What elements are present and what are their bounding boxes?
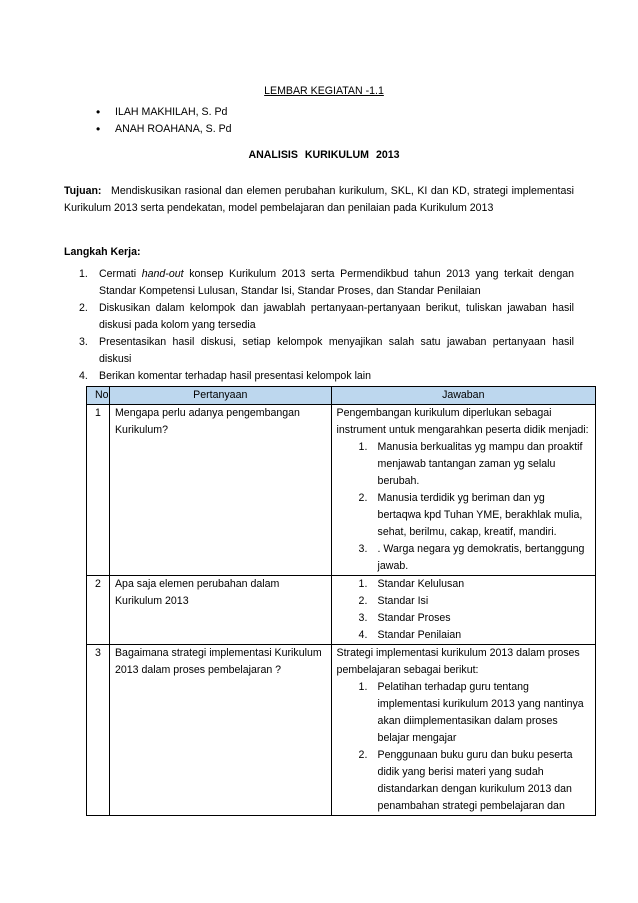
langkah-kerja-label: Langkah Kerja: — [64, 246, 141, 258]
step-item: 3. Presentasikan hasil diskusi, setiap kelompok menyajikan salah satu jawaban pertanyaan hasil diskusi — [79, 336, 574, 365]
answer-cell — [331, 576, 595, 645]
question-cell: Mengapa perlu adanya pengembangan Kurikulum? — [109, 405, 331, 576]
header-no: No — [87, 387, 110, 405]
tujuan-paragraph — [64, 183, 574, 217]
step-number: 1. — [79, 268, 88, 280]
answer-intro: Strategi implementasi kurikulum 2013 dalam proses pembelajaran sebagai berikut: — [336, 647, 580, 676]
answer-item: 4. Standar Penilaian — [358, 629, 462, 641]
qa-table — [86, 386, 596, 816]
question-cell: Apa saja elemen perubahan dalam Kurikulum 2013 — [109, 576, 331, 645]
step-number: 3. — [79, 336, 88, 348]
italic-term: hand-out — [141, 268, 184, 280]
author-list — [96, 104, 232, 138]
answer-cell — [331, 405, 595, 576]
tujuan-text: Mendiskusikan rasional dan elemen perubahan kurikulum, SKL, KI dan KD, strategi implementasi Kurikulum 2013 serta pendekatan, model pembelajaran dan penilaian pada Kurikulum 2013 — [64, 185, 574, 214]
answer-item: 2. Penggunaan buku guru dan buku peserta didik yang berisi materi yang sudah distandarkan dengan kurikulum 2013 dan penambahan strategi pembelajaran dan — [358, 749, 573, 812]
step-item: 1. Cermati hand-out konsep Kurikulum 2013 serta Permendikbud tahun 2013 yang terkait dengan Standar Kompetensi Lulusan, Standar Isi, Standar Proses, dan Standar Penilaian — [79, 268, 574, 297]
answer-item: 3. Standar Proses — [358, 612, 451, 624]
table-header-row — [87, 387, 596, 405]
answer-cell — [331, 645, 595, 816]
step-number: 2. — [79, 302, 88, 314]
tujuan-label: Tujuan: — [64, 185, 102, 197]
answer-list — [337, 679, 590, 815]
step-item: 4. Berikan komentar terhadap hasil presentasi kelompok lain — [79, 368, 574, 385]
answer-item: 1. Manusia berkualitas yg mampu dan proaktif menjawab tantangan zaman yg selalu berubah. — [358, 441, 583, 487]
header-jawaban: Jawaban — [331, 387, 595, 405]
answer-item: 3. . Warga negara yg demokratis, bertanggung jawab. — [358, 543, 585, 572]
header-pertanyaan: Pertanyaan — [109, 387, 331, 405]
question-cell: Bagaimana strategi implementasi Kurikulum 2013 dalam proses pembelajaran ? — [109, 645, 331, 816]
author-item: • ILAH MAKHILAH, S. Pd — [96, 104, 232, 121]
answer-item: 2. Manusia terdidik yg beriman dan yg bertaqwa kpd Tuhan YME, berakhlak mulia, sehat, berilmu, cakap, kreatif, mandiri. — [358, 492, 583, 538]
table-row — [87, 645, 596, 816]
answer-intro: Pengembangan kurikulum diperlukan sebagai instrument untuk mengarahkan peserta didik menjadi: — [336, 407, 589, 436]
page-title: LEMBAR KEGIATAN -1.1 — [264, 85, 384, 97]
row-number: 1 — [87, 405, 110, 576]
row-number: 2 — [87, 576, 110, 645]
row-number: 3 — [87, 645, 110, 816]
answer-list — [337, 576, 590, 644]
step-number: 4. — [79, 370, 88, 382]
answer-list — [337, 439, 590, 575]
table-row — [87, 405, 596, 576]
step-item: 2. Diskusikan dalam kelompok dan jawablah pertanyaan-pertanyaan berikut, tuliskan jawaban hasil diskusi pada kolom yang tersedia — [79, 302, 574, 331]
subtitle: ANALISIS KURIKULUM 2013 — [248, 149, 400, 161]
answer-item: 2. Standar Isi — [358, 595, 429, 607]
author-item: • ANAH ROAHANA, S. Pd — [96, 121, 232, 138]
answer-item: 1. Standar Kelulusan — [358, 578, 465, 590]
steps-list — [79, 266, 574, 385]
table-row — [87, 576, 596, 645]
answer-item: 1. Pelatihan terhadap guru tentang implementasi kurikulum 2013 yang nantinya akan diimplementasikan dalam proses belajar mengajar — [358, 681, 584, 744]
